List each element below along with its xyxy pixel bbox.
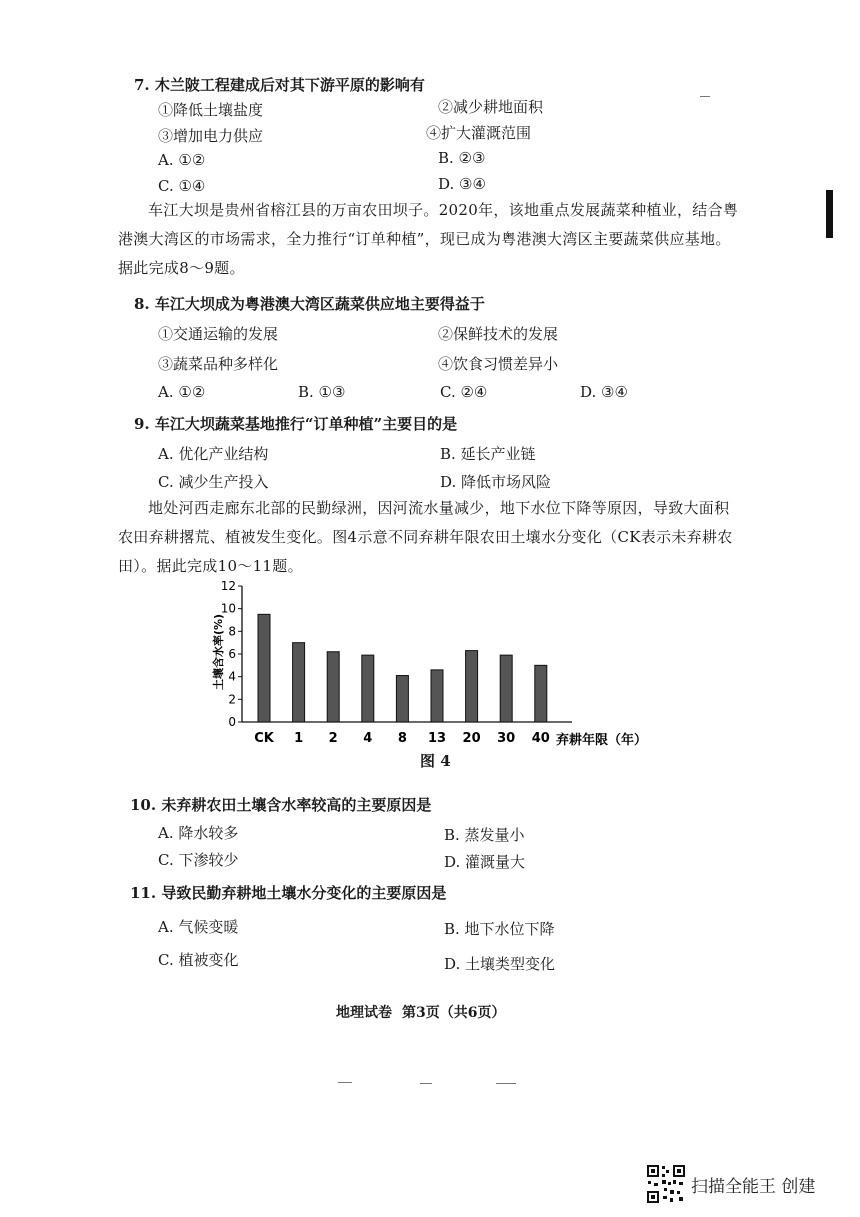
watermark-text: 扫描全能王 创建 (691, 1177, 816, 1197)
q8-option-b: B. ①③ (298, 383, 346, 401)
x-tick-label: 1 (294, 731, 304, 746)
q9-option-c: C. 减少生产投入 (158, 473, 269, 491)
y-tick-label: 4 (228, 669, 236, 684)
q10-option-c: C. 下渗较少 (158, 851, 239, 869)
q8-option-d: D. ③④ (580, 383, 628, 401)
q8-statement-3: ③蔬菜品种多样化 (158, 355, 279, 373)
q8-option-c: C. ②④ (440, 383, 488, 401)
q11-option-a: A. 气候变暖 (158, 918, 239, 936)
scan-edge-mark (826, 190, 833, 238)
y-tick-label: 8 (228, 624, 236, 639)
q11-option-c: C. 植被变化 (158, 951, 239, 969)
bars-group (258, 614, 547, 722)
soil-moisture-bar-chart (200, 578, 670, 750)
passage-chejiang-dam: 车江大坝是贵州省榕江县的万亩农田坝子。2020年，该地重点发展蔬菜种植业，结合粤港澳大湾区的市场需求，全力推行“订单种植”，现已成为粤港澳大湾区主要蔬菜供应基地。据此完成8～9题。 (118, 201, 739, 277)
question-7-stem: 7. 木兰陂工程建成后对其下游平原的影响有 (134, 76, 425, 94)
q7-option-a: A. ①② (158, 151, 206, 169)
x-tick-label: 4 (363, 731, 373, 746)
q10-option-a: A. 降水较多 (158, 824, 239, 842)
bar-30 (500, 655, 512, 722)
q11-option-d: D. 土壤类型变化 (444, 955, 556, 973)
q7-option-d: D. ③④ (438, 175, 486, 193)
bar-8 (396, 676, 408, 722)
q10-option-b: B. 蒸发量小 (444, 826, 525, 844)
y-tick-label: 2 (228, 692, 236, 707)
bar-CK (258, 614, 270, 722)
q8-statement-4: ④饮食习惯差异小 (438, 355, 559, 373)
scan-speck (496, 1083, 516, 1084)
question-10-stem: 10. 未弃耕农田土壤含水率较高的主要原因是 (130, 796, 432, 814)
page-footer (336, 1002, 515, 1022)
q7-statement-1: ①降低土壤盐度 (158, 101, 264, 119)
bar-4 (362, 655, 374, 722)
x-tick-label: 13 (427, 731, 447, 746)
passage-minqin-oasis: 地处河西走廊东北部的民勤绿洲，因河流水量减少，地下水位下降等原因，导致大面积农田弃耕撂荒、植被发生变化。图4示意不同弃耕年限农田土壤水分变化（CK表示未弃耕农田）。据此完成10～11题。 (118, 499, 733, 575)
x-tick-label: 30 (497, 731, 516, 746)
scan-speck (700, 96, 710, 97)
y-axis-label: 土壤含水率(%) (212, 613, 225, 691)
footer-subject: 地理试卷 (336, 1005, 392, 1021)
y-tick-label: 10 (220, 601, 236, 616)
x-tick-label: 20 (462, 731, 481, 746)
q7-option-b: B. ②③ (438, 149, 486, 167)
q7-statement-2: ②减少耕地面积 (438, 98, 544, 116)
y-tick-label: 12 (220, 579, 236, 593)
q10-option-d: D. 灌溉量大 (444, 853, 526, 871)
scan-speck (338, 1082, 352, 1083)
bar-13 (431, 670, 443, 722)
q11-option-b: B. 地下水位下降 (444, 920, 555, 938)
x-axis-label: 弃耕年限（年） (556, 733, 648, 748)
x-ticks-group (254, 731, 550, 746)
qr-code-icon (646, 1164, 686, 1204)
x-tick-label: 40 (531, 731, 550, 746)
question-9-stem: 9. 车江大坝蔬菜基地推行“订单种植”主要目的是 (134, 415, 458, 433)
q9-option-b: B. 延长产业链 (440, 445, 536, 463)
q9-option-a: A. 优化产业结构 (158, 445, 269, 463)
bar-20 (466, 651, 478, 722)
y-tick-label: 6 (228, 647, 236, 661)
q8-statement-2: ②保鲜技术的发展 (438, 325, 559, 343)
q7-statement-3: ③增加电力供应 (158, 127, 264, 145)
question-11-stem: 11. 导致民勤弃耕地土壤水分变化的主要原因是 (130, 884, 447, 902)
footer-page-number: 第3页（共6页） (402, 1005, 506, 1021)
scan-speck (420, 1083, 432, 1084)
q7-option-c: C. ①④ (158, 177, 206, 195)
bar-1 (293, 643, 305, 722)
q9-option-d: D. 降低市场风险 (440, 473, 552, 491)
q8-option-a: A. ①② (158, 383, 206, 401)
x-tick-label: 8 (397, 731, 407, 746)
question-8-stem: 8. 车江大坝成为粤港澳大湾区蔬菜供应地主要得益于 (134, 295, 485, 313)
figure-caption: 图 4 (420, 752, 451, 770)
q7-statement-4: ④扩大灌溉范围 (426, 124, 532, 142)
bar-2 (327, 652, 339, 722)
x-tick-label: CK (254, 731, 274, 746)
x-tick-label: 2 (328, 731, 338, 746)
bar-40 (535, 665, 547, 722)
q8-statement-1: ①交通运输的发展 (158, 325, 279, 343)
y-tick-label: 0 (228, 715, 236, 729)
